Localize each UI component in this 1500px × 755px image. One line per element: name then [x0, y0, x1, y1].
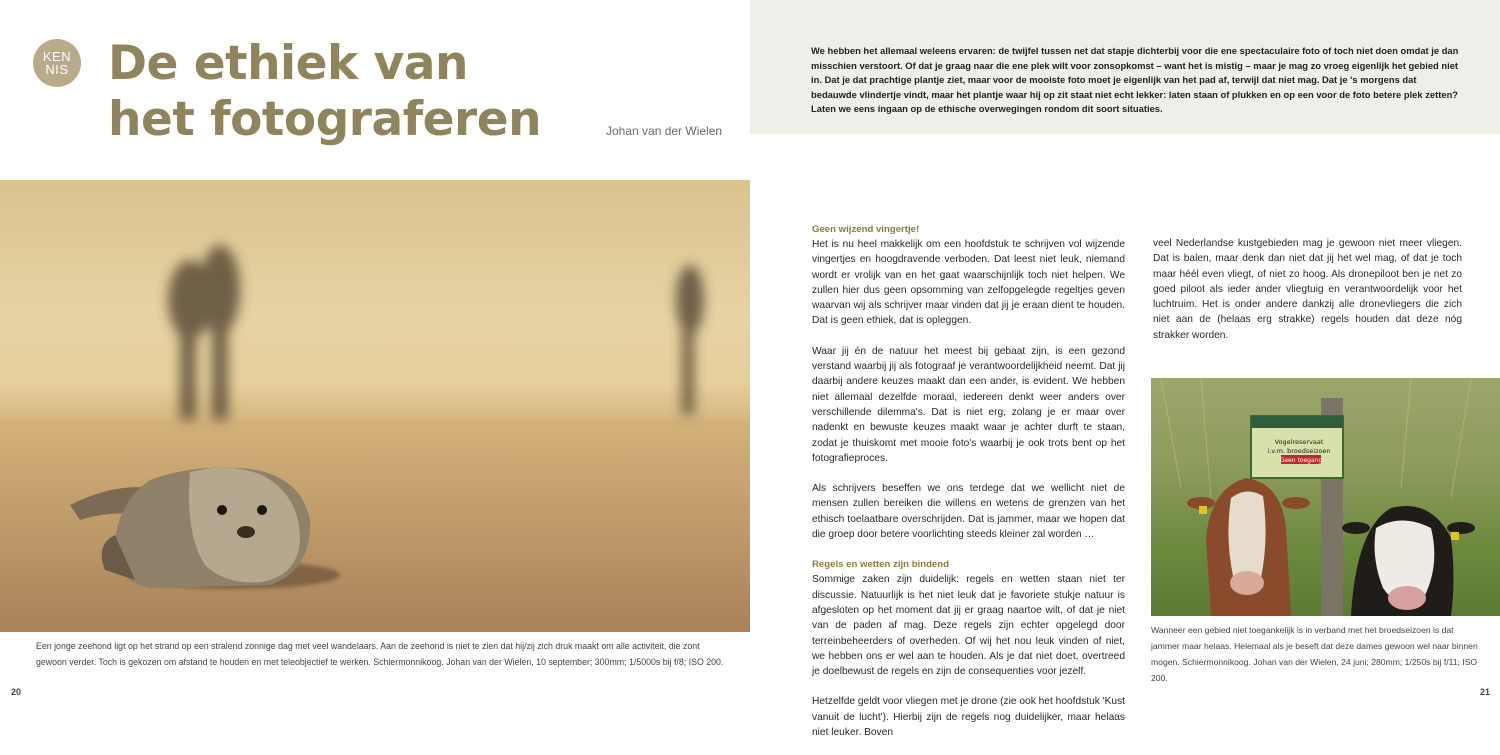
- section-heading: Geen wijzend vingertje!: [812, 224, 920, 235]
- text-column-2: [1153, 236, 1462, 358]
- page-number-left: 20: [11, 687, 22, 697]
- kennis-badge: [33, 39, 81, 87]
- text-column-1: [812, 222, 1125, 755]
- author-name: Johan van der Wielen: [606, 124, 723, 138]
- paragraph: Sommige zaken zijn duidelijk: regels en wetten staan niet ter discussie. Natuurlijk is het niet leuk dat je favoriete stukje natuur is afgesloten op het moment dat jij er graag naartoe wilt, of dat je niet van de paden af mag. Deze regels zijn echter opgelegd door terreinbeheerders of overheden. Of wij het nou leuk vinden of niet, we hebben ons er wel aan te houden. Als je dat niet doet, overtreed je doelbewust de regels en zijn de consequenties voor jezelf.: [812, 574, 1125, 678]
- sign-line-1: Vogelreservaat: [1274, 438, 1324, 446]
- intro-text: We hebben het allemaal weleens ervaren: de twijfel tussen net dat stapje dichterbij voor die ene spectaculaire foto of toch niet doen omdat je dan misschien verstoort. Of dat je graag naar die ene plek wilt voor zonsopkomst – want het is mistig – maar je mag zo vroeg eigenlijk het gebied niet in. Dat je dat prachtige plantje ziet, maar voor de mooiste foto moet je eigenlijk van het pad af, terwijl dat niet mag. Dat je 's morgens dat bedauwde vlindertje vindt, maar het plantje waar hij op zit staat niet echt lekker: laten staan of plukken en op een voor de foto betere plek zetten? Laten we eens ingaan op de ethische overwegingen rondom dit soort situaties.: [811, 45, 1459, 115]
- badge-line-2: NIS: [45, 62, 69, 77]
- paragraph: Als schrijvers beseffen we ons terdege dat we wellicht niet de mensen zullen bereiken die willens en wetens de grenzen van het ethisch toelaatbare overschrijden. Dat is jammer, maar we hopen dat die groep door betere voorlichting steeds kleiner zal worden …: [812, 483, 1125, 541]
- cows-photo: [1151, 378, 1500, 616]
- photo-caption-right: Wanneer een gebied niet toegankelijk is in verband met het broedseizoen is dat jammer maar helaas. Helemaal als je beseft dat deze dames gewoon wel naar binnen mogen. Schiermonnikoog. Johan van der Wielen, 24 juni; 280mm; 1/250s bij f/11; ISO 200.: [1151, 625, 1478, 683]
- page-title: De ethiek van het fotograferen: [108, 36, 542, 147]
- paragraph: Hetzelfde geldt voor vliegen met je drone (zie ook het hoofdstuk 'Kust vanuit de lucht'). Hierbij zijn de regels nog duidelijker, maar helaas niet leuker. Boven: [812, 696, 1125, 739]
- page-number-right: 21: [1480, 687, 1491, 697]
- cows-photo-illustration: [1151, 378, 1500, 616]
- seal-photo: [0, 180, 750, 632]
- paragraph: veel Nederlandse kustgebieden mag je gewoon niet meer vliegen. Dat is balen, maar denk dan niet dat jij het wel mag, of dat je toch maar héél even vliegt, of niet zo hoog. Als dronepiloot ben je net zo goed piloot als ieder ander vliegtuig en verantwoordelijk voor het luchtruim. Het is onder andere dankzij alle dronevliegers die zich niet aan de (helaas erg strakke) regels houden dat deze nóg strakker worden.: [1153, 238, 1462, 341]
- intro-box: [750, 0, 1500, 134]
- seal-photo-illustration: [0, 180, 750, 632]
- badge-line-1: KEN: [42, 49, 72, 64]
- sign-line-2: i.v.m. broedseizoen: [1267, 447, 1331, 455]
- paragraph: Het is nu heel makkelijk om een hoofdstuk te schrijven vol wijzende vingertjes en hoogdravende verboden. Dat leest niet leuk, niemand wordt er vrolijk van en het gaat waarschijnlijk toch niet helpen. We zullen hier dus geen opsomming van zelfopgelegde regeltjes geven waarvan wij als schrijver maar vinden dat jij je eraan dient te houden. Dat is geen ethiek, dat is opleggen.: [812, 239, 1125, 327]
- section-heading: Regels en wetten zijn bindend: [812, 559, 949, 571]
- paragraph: Waar jij én de natuur het meest bij gebaat zijn, is een gezond verstand waarbij jij als fotograaf je verantwoordelijkheid neemt. Dat jij daarbij andere keuzes maakt dan een ander, is evident. We hebben niet allemaal dezelfde moraal, iedereen denkt weer anders over verschillende dilemma's. Dat is niet erg, zolang je er maar over nadenkt en bewuste keuzes maakt waar je achter durft te staan, zodat je thuiskomt met mooie foto's waarbij je ook trots bent op het fotografieproces.: [812, 345, 1125, 464]
- sign-line-3: Geen toegang: [1279, 457, 1323, 464]
- photo-caption-left: Een jonge zeehond ligt op het strand op een stralend zonnige dag met veel wandelaars. Aan de zeehond is niet te zien dat hij/zij zich druk maakt om alle activiteit, die zont gewoon verder. Toch is gekozen om afstand te houden en met teleobjectief te werken. Schiermonnikoog. Johan van der Wielen, 10 september; 300mm; 1/5000s bij f/8; ISO 200.: [36, 641, 724, 667]
